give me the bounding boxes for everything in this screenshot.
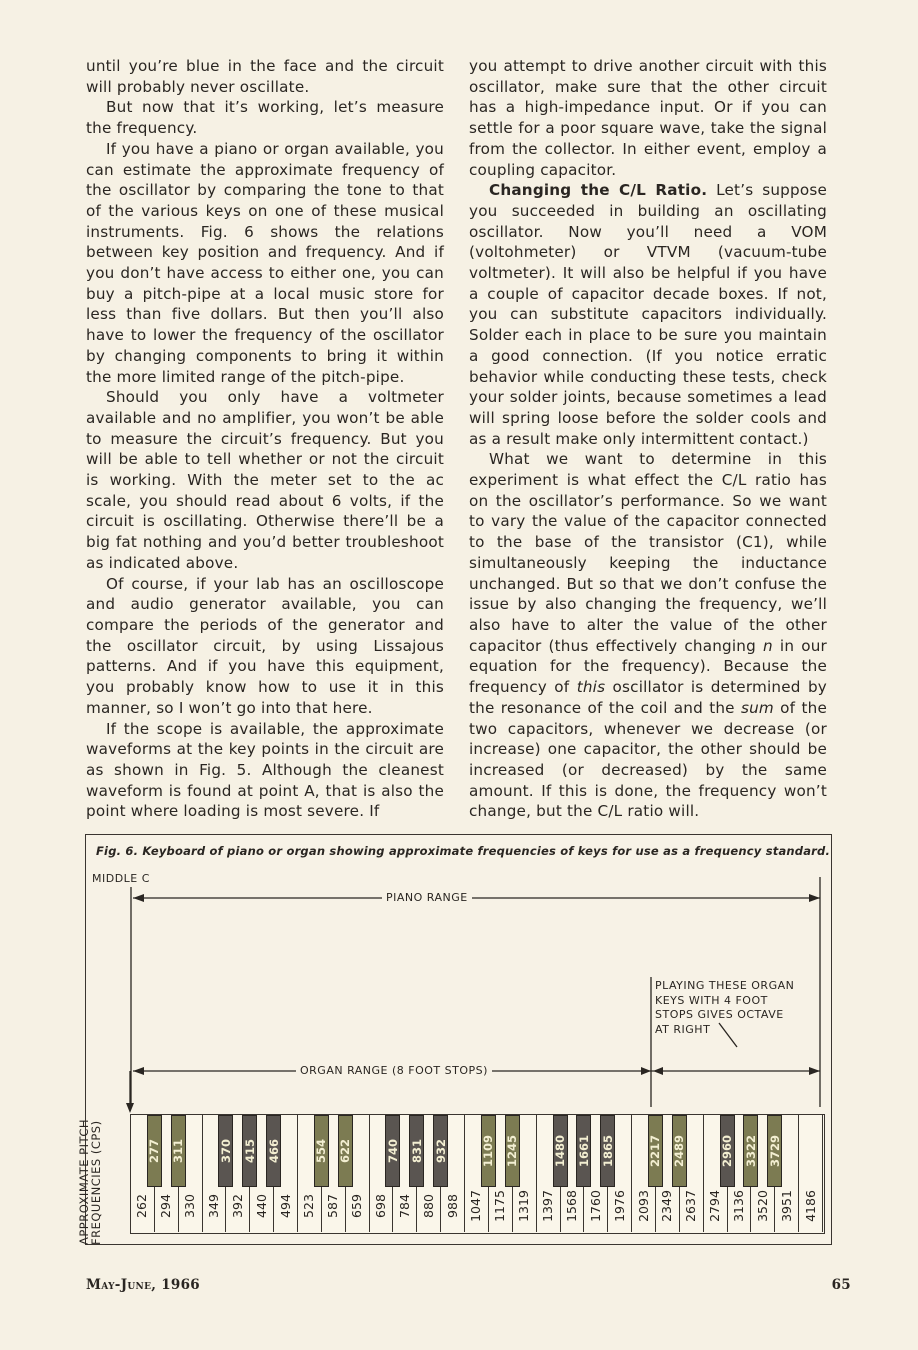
italic-variable: n <box>763 636 773 655</box>
white-key-frequency: 880 <box>420 1194 436 1218</box>
black-key <box>171 1115 186 1187</box>
note-line: STOPS GIVES OCTAVE <box>655 1008 784 1022</box>
note-line: PLAYING THESE ORGAN <box>655 979 795 992</box>
black-key <box>409 1115 424 1187</box>
black-key <box>266 1115 281 1187</box>
white-key-frequency: 294 <box>158 1194 174 1218</box>
black-key-frequency: 311 <box>171 1138 186 1164</box>
frequency-axis-label <box>78 1095 102 1245</box>
white-key-frequency: 330 <box>182 1194 198 1218</box>
black-key-frequency: 1480 <box>553 1134 568 1168</box>
paragraph-text: in our equation for the frequency). Because the frequency of <box>469 636 828 697</box>
black-key-frequency: 2960 <box>720 1134 735 1168</box>
paragraph-text: Let’s suppose you succeeded in building an oscillating oscillator. Now you’ll need a VOM (voltohmeter) or VTVM (vacuum-tube voltmeter). It will also be helpful if you have a couple of capacitor decade boxes. If not, you can substitute capacitors individually. Solder each in place to be sure you maintain a good connection. (If you notice erratic behavior while conducting these tests, check your solder joints, because sometimes a lead will spring loose before the solder cools and as a result make only intermittent contact.) <box>469 181 828 448</box>
white-key-frequency: 1568 <box>563 1190 579 1222</box>
white-key-frequency: 1397 <box>540 1190 556 1222</box>
black-key <box>720 1115 735 1187</box>
arrow-right-icon <box>809 894 820 902</box>
black-key-frequency: 466 <box>266 1138 281 1164</box>
white-key-frequency: 659 <box>349 1194 365 1218</box>
arrow-right-icon <box>809 1067 820 1075</box>
paragraph-text: oscillator is determined by the resonance of the coil and the <box>469 678 827 717</box>
paragraph: you attempt to drive another circuit with this oscillator, make sure that the other circuit has a high-impedance input. Or if you can settle for a poor square wave, take the signal from the collector. In either event, employ a coupling capacitor. <box>469 57 827 179</box>
white-key-frequency: 1319 <box>516 1190 532 1222</box>
note-line: KEYS WITH 4 FOOT <box>655 993 768 1007</box>
white-key-frequency: 3520 <box>754 1190 770 1222</box>
paragraph <box>469 180 827 449</box>
black-key <box>147 1115 162 1187</box>
black-key <box>433 1115 448 1187</box>
right-column <box>469 56 827 822</box>
black-key <box>481 1115 496 1187</box>
white-key-frequency: 523 <box>301 1194 317 1218</box>
white-key-frequency: 494 <box>277 1194 293 1218</box>
black-key-frequency: 2217 <box>648 1134 663 1168</box>
paragraph-text: What we want to determine in this experiment is what effect the C/L ratio has on the oscillator’s performance. So we want to vary the value of the capacitor connected to the base of the transistor (C1), while simultaneously keeping the inductance unchanged. But so that we don’t confuse the issue by also changing the frequency, we’ll also have to alter the value of the other capacitor (thus effectively changing <box>469 450 827 655</box>
white-key-frequency: 3951 <box>778 1190 794 1222</box>
piano-range-label: PIANO RANGE <box>382 891 472 904</box>
black-key-frequency: 1109 <box>481 1134 496 1168</box>
white-key-frequency: 988 <box>444 1194 460 1218</box>
black-key <box>600 1115 615 1187</box>
figure-caption: Fig. 6. Keyboard of piano or organ showing approximate frequencies of keys for use as a frequency standard. <box>96 844 831 858</box>
black-key-frequency: 370 <box>218 1138 233 1164</box>
paragraph-text: of the two capacitors, whenever we decrease (or increase) one capacitor, the other should be increased (or decreased) by the same amount. If this is done, the frequency won’t change, but the C/L ratio will. <box>469 698 827 821</box>
white-key-frequency: 1047 <box>468 1190 484 1222</box>
black-key-frequency: 1245 <box>505 1134 520 1168</box>
organ-range-label: ORGAN RANGE (8 FOOT STOPS) <box>296 1064 492 1077</box>
white-key-frequency: 2349 <box>659 1190 675 1222</box>
white-key-frequency: 392 <box>229 1194 245 1218</box>
paragraph: until you’re blue in the face and the circuit will probably never oscillate. <box>86 57 444 96</box>
black-key <box>218 1115 233 1187</box>
paragraph <box>469 449 827 822</box>
black-key <box>576 1115 591 1187</box>
black-key <box>338 1115 353 1187</box>
black-key <box>672 1115 687 1187</box>
section-heading: Changing the C/L Ratio. <box>489 181 708 200</box>
white-key-frequency: 1175 <box>492 1190 508 1222</box>
black-key-frequency: 2489 <box>672 1134 687 1168</box>
arrow-left-icon <box>133 894 144 902</box>
arrow-down-icon <box>126 1103 134 1113</box>
white-key-frequency: 3136 <box>730 1190 746 1222</box>
issue-date: May-June, 1966 <box>86 1277 201 1293</box>
white-key-frequency: 262 <box>134 1194 150 1218</box>
white-key <box>799 1115 823 1232</box>
white-key-frequency: 349 <box>206 1194 221 1218</box>
middle-c-label: MIDDLE C <box>92 872 150 885</box>
black-key <box>314 1115 329 1187</box>
black-key-frequency: 554 <box>314 1138 329 1164</box>
black-key-frequency: 3322 <box>743 1134 758 1168</box>
white-key-frequency: 1760 <box>587 1190 603 1222</box>
black-key-frequency: 831 <box>409 1138 424 1164</box>
black-key <box>553 1115 568 1187</box>
black-key-frequency: 3729 <box>767 1134 782 1168</box>
paragraph: Of course, if your lab has an oscilloscope and audio generator available, you can compare the periods of the generator and the oscillator circuit, by using Lissajous patterns. And if you have this equipment, you probably know how to use it in this manner, so I won’t go into that here. <box>86 574 444 717</box>
black-key-frequency: 277 <box>147 1138 162 1164</box>
italic-emphasis: this <box>576 678 606 697</box>
white-key-frequency: 4186 <box>802 1190 818 1222</box>
italic-emphasis: sum <box>740 698 774 717</box>
black-key-frequency: 1865 <box>600 1134 615 1168</box>
white-key-frequency: 784 <box>396 1194 412 1218</box>
black-key <box>242 1115 257 1187</box>
figure-6 <box>77 834 832 1245</box>
black-key-frequency: 622 <box>338 1138 353 1164</box>
keyboard <box>130 1114 825 1234</box>
axis-label-line: APPROXIMATE PITCH <box>77 1118 91 1245</box>
arrow-right-icon <box>641 1067 651 1075</box>
white-key-frequency: 2093 <box>635 1190 651 1222</box>
left-column <box>86 56 444 822</box>
arrow-left-icon <box>653 1067 663 1075</box>
white-key-frequency: 2637 <box>683 1190 699 1222</box>
paragraph: If the scope is available, the approximate waveforms at the key points in the circuit are as shown in Fig. 5. Although the cleanest waveform is found at point A, that is also the point where loading is most severe. If <box>86 719 444 821</box>
arrow-left-icon <box>133 1067 144 1075</box>
black-key-frequency: 415 <box>242 1138 257 1164</box>
white-key-frequency: 698 <box>373 1194 389 1218</box>
paragraph: Should you only have a voltmeter available and no amplifier, you won’t be able to measure the circuit’s frequency. But you will be able to tell whether or not the circuit is working. With the meter set to the ac scale, you should read about 6 volts, if the circuit is oscillating. Otherwise there’ll be a big fat nothing and you’d better troubleshoot as indicated above. <box>86 388 444 572</box>
black-key <box>505 1115 520 1187</box>
black-key-frequency: 740 <box>385 1138 400 1164</box>
white-key-frequency: 587 <box>325 1194 341 1218</box>
black-key <box>648 1115 663 1187</box>
black-key-frequency: 1661 <box>576 1134 591 1168</box>
white-key-frequency: 440 <box>253 1194 269 1218</box>
white-key-frequency: 1976 <box>611 1190 627 1222</box>
black-key <box>743 1115 758 1187</box>
paragraph: If you have a piano or organ available, you can estimate the approximate frequency of the oscillator by comparing the tone to that of the various keys on one of these musical instruments. Fig. 6 shows the relations between key position and frequency. And if you don’t have access to either one, you can buy a pitch-pipe at a local music store for less than five dollars. But then you’ll also have to lower the frequency of the oscillator by changing components to bring it within the more limited range of the pitch-pipe. <box>86 139 444 386</box>
black-key-frequency: 932 <box>433 1138 448 1164</box>
octave-note <box>655 979 794 1037</box>
axis-label-line: FREQUENCIES (CPS) <box>89 1120 103 1245</box>
black-key <box>767 1115 782 1187</box>
black-key <box>385 1115 400 1187</box>
white-key-frequency: 2794 <box>707 1190 723 1222</box>
paragraph: But now that it’s working, let’s measure the frequency. <box>86 98 444 138</box>
page-number: 65 <box>831 1277 851 1293</box>
note-line: AT RIGHT <box>655 1022 711 1036</box>
